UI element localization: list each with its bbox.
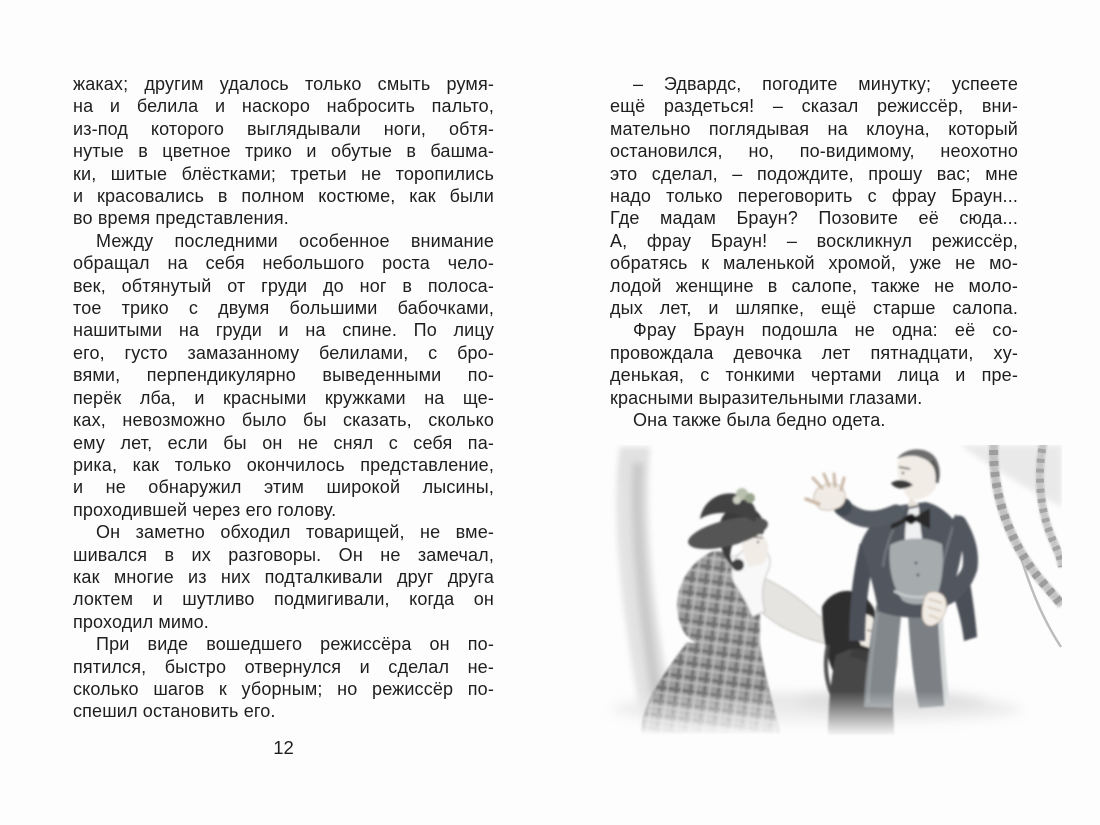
bottom-fade [592, 691, 1062, 737]
text-line: Где мадам Браун? Позовите её сюда... [610, 208, 1018, 229]
text-line: как многие из них подталкивали друг друга [73, 566, 494, 587]
paragraph [610, 319, 1018, 409]
text-line: красными выразительными глазами. [610, 387, 923, 408]
text-line: При виде вошедшего режиссёра он по- [96, 634, 494, 655]
text-line: тое трико с двумя большими бабочками, [73, 298, 494, 319]
page-number: 12 [273, 737, 294, 758]
text-line: ки, шитые блёстками; третьи не торопились [73, 163, 494, 184]
text-line: ему лет, если бы он не снял с себя па- [73, 432, 494, 453]
illustration-svg [592, 445, 1062, 737]
text-line: жаках; другим удалось только смыть румя- [73, 74, 494, 94]
text-line: локтем и шутливо подмигивали, когда он [73, 589, 494, 610]
text-line: надо только переговорить с фрау Браун... [610, 186, 1018, 207]
paragraph [73, 521, 494, 633]
text-line: – Эдвардс, погодите минутку; успеете [633, 74, 1018, 94]
text-line: нашитыми на груди и на спине. По лицу [73, 320, 494, 341]
text-line: его, густо замазанному белилами, с бро- [73, 342, 494, 363]
text-line: рика, как только окончилось представление, [73, 454, 494, 475]
text-line: остановился, но, по-видимому, неохотно [610, 141, 1018, 162]
page-left-text-column [73, 73, 494, 723]
text-line: дых лет, и шляпке, ещё старше салопа. [610, 298, 1018, 319]
text-line: мательно поглядывая на клоуна, который [610, 118, 1018, 139]
text-line: лодой женщине в салопе, также не моло- [610, 275, 1018, 296]
text-line: провождала девочка лет пятнадцати, ху- [610, 342, 1018, 363]
illustration [592, 445, 1062, 737]
text-line: век, обтянутый от груди до ног в полоса- [73, 275, 494, 296]
text-line: проходившей через его голову. [73, 499, 337, 520]
text-line: Она также была бедно одета. [633, 410, 886, 431]
text-line: проходил мимо. [73, 611, 209, 632]
text-line: пятился, быстро отвернулся и сделал не- [73, 656, 494, 677]
paragraph [610, 409, 1018, 431]
text-line: денькая, с тонкими чертами лица и пре- [610, 365, 1018, 386]
paragraph [73, 230, 494, 521]
page-right-text-column [610, 73, 1018, 432]
text-line: Он заметно обходил товарищей, не вме- [96, 522, 494, 543]
text-line: нутые в цветное трико и обутые в башма- [73, 141, 494, 162]
text-line: из-под которого выглядывали ноги, обтя- [73, 118, 494, 139]
text-line: обратясь к маленькой хромой, уже не мо- [610, 253, 1018, 274]
text-line: Фрау Браун подошла не одна: её со- [633, 320, 1018, 341]
text-line: А, фрау Браун! – воскликнул режиссёр, [610, 230, 1018, 251]
text-line: и красовались в полном костюме, как были [73, 186, 494, 207]
paragraph [73, 73, 494, 230]
text-line: спешил остановить его. [73, 701, 276, 722]
text-line: перёк лба, и красными кружками на ще- [73, 387, 494, 408]
text-line: сколько шагов к уборным; но режиссёр по- [73, 678, 494, 699]
text-line: на и белила и наскоро набросить пальто, [73, 96, 494, 117]
man-figure [806, 449, 977, 708]
text-line: шивался в их разговоры. Он не замечал, [73, 544, 494, 565]
text-line: и не обнаружил этим широкой лысины, [73, 477, 494, 498]
text-line: ках, невозможно было бы сказать, сколько [73, 410, 494, 431]
text-line: во время представления. [73, 208, 289, 229]
paragraph [73, 633, 494, 723]
text-line: это сделал, – подождите, прошу вас; мне [610, 163, 1018, 184]
text-line: обращал на себя небольшого роста чело- [73, 253, 494, 274]
text-line: Между последними особенное внимание [96, 230, 494, 251]
text-line: ещё раздеться! – сказал режиссёр, вни- [610, 96, 1018, 117]
paragraph [610, 73, 1018, 319]
text-line: вями, перпендикулярно выведенными по- [73, 365, 494, 386]
